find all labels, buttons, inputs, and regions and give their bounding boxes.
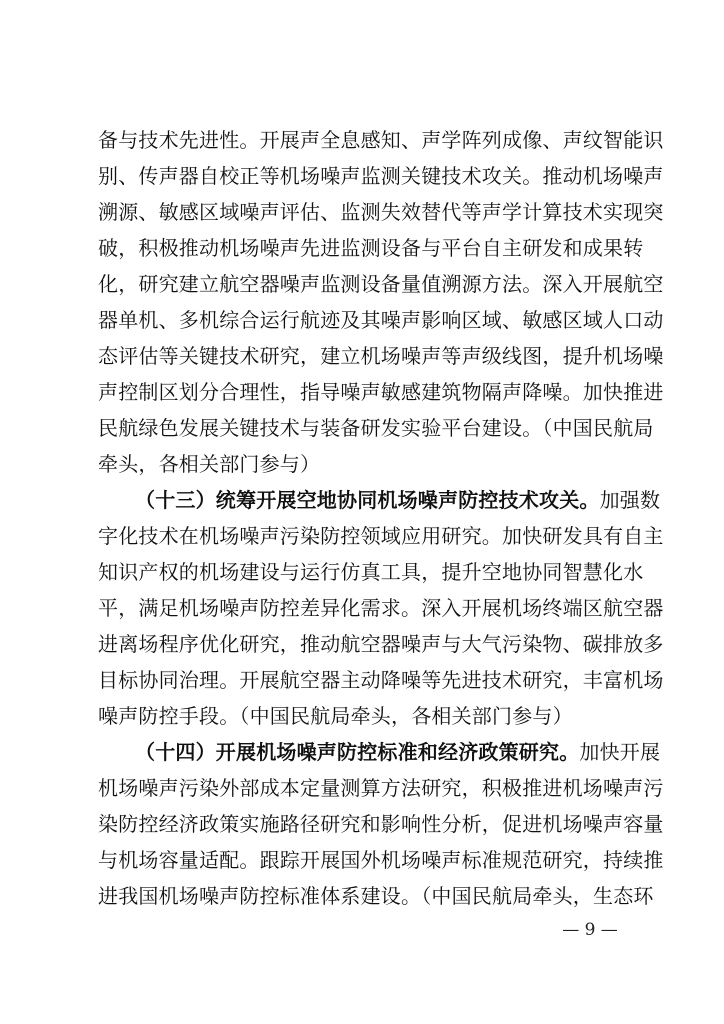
section-14-first-text: 加快开展 (579, 740, 661, 764)
section-14-heading: （十四）开展机场噪声防控标准和经济政策研究。 (135, 740, 580, 764)
paragraph-line: 破，积极推动机场噪声先进监测设备与平台自主研发和成果转 (98, 236, 644, 260)
paragraph-line: 器单机、多机综合运行航迹及其噪声影响区域、敏感区域人口动 (98, 308, 664, 332)
paragraph-line: 别、传声器自校正等机场噪声监测关键技术攻关。推动机场噪声 (98, 164, 664, 188)
paragraph-line: 知识产权的机场建设与运行仿真工具，提升空地协同智慧化水 (98, 560, 644, 584)
page-number: — 9 — (562, 920, 618, 940)
paragraph-line: 溯源、敏感区域噪声评估、监测失效替代等声学计算技术实现突 (98, 200, 664, 224)
paragraph-line: 声控制区划分合理性，指导噪声敏感建筑物隔声降噪。加快推进 (98, 380, 664, 404)
paragraph-line: 染防控经济政策实施路径研究和影响性分析，促进机场噪声容量 (98, 812, 664, 836)
paragraph-line: 噪声防控手段。（中国民航局牵头，各相关部门参与） (98, 704, 573, 728)
paragraph-line: 目标协同治理。开展航空器主动降噪等先进技术研究，丰富机场 (98, 668, 664, 692)
paragraph-line: 态评估等关键技术研究，建立机场噪声等声级线图，提升机场噪 (98, 344, 664, 368)
paragraph-line: 进我国机场噪声防控标准体系建设。（中国民航局牵头，生态环 (98, 884, 654, 908)
paragraph-line: 备与技术先进性。开展声全息感知、声学阵列成像、声纹智能识 (98, 128, 664, 152)
paragraph-line: 民航绿色发展关键技术与装备研发实验平台建设。（中国民航局 (98, 416, 654, 440)
paragraph-line: 进离场程序优化研究，推动航空器噪声与大气污染物、碳排放多 (98, 632, 664, 656)
paragraph-line: 字化技术在机场噪声污染防控领域应用研究。加快研发具有自主 (98, 524, 664, 548)
paragraph-line: 平，满足机场噪声防控差异化需求。深入开展机场终端区航空器 (98, 596, 664, 620)
paragraph-line: 机场噪声污染外部成本定量测算方法研究，积极推进机场噪声污 (98, 776, 664, 800)
paragraph-line: 与机场容量适配。跟踪开展国外机场噪声标准规范研究，持续推 (98, 848, 664, 872)
section-14-first-line (135, 740, 661, 764)
section-13-first-line (135, 488, 661, 512)
section-13-first-text: 加强数 (599, 488, 661, 512)
paragraph-line: 牵头，各相关部门参与） (98, 452, 321, 476)
section-13-heading: （十三）统筹开展空地协同机场噪声防控技术攻关。 (135, 488, 600, 512)
paragraph-line: 化，研究建立航空器噪声监测设备量值溯源方法。深入开展航空 (98, 272, 664, 296)
